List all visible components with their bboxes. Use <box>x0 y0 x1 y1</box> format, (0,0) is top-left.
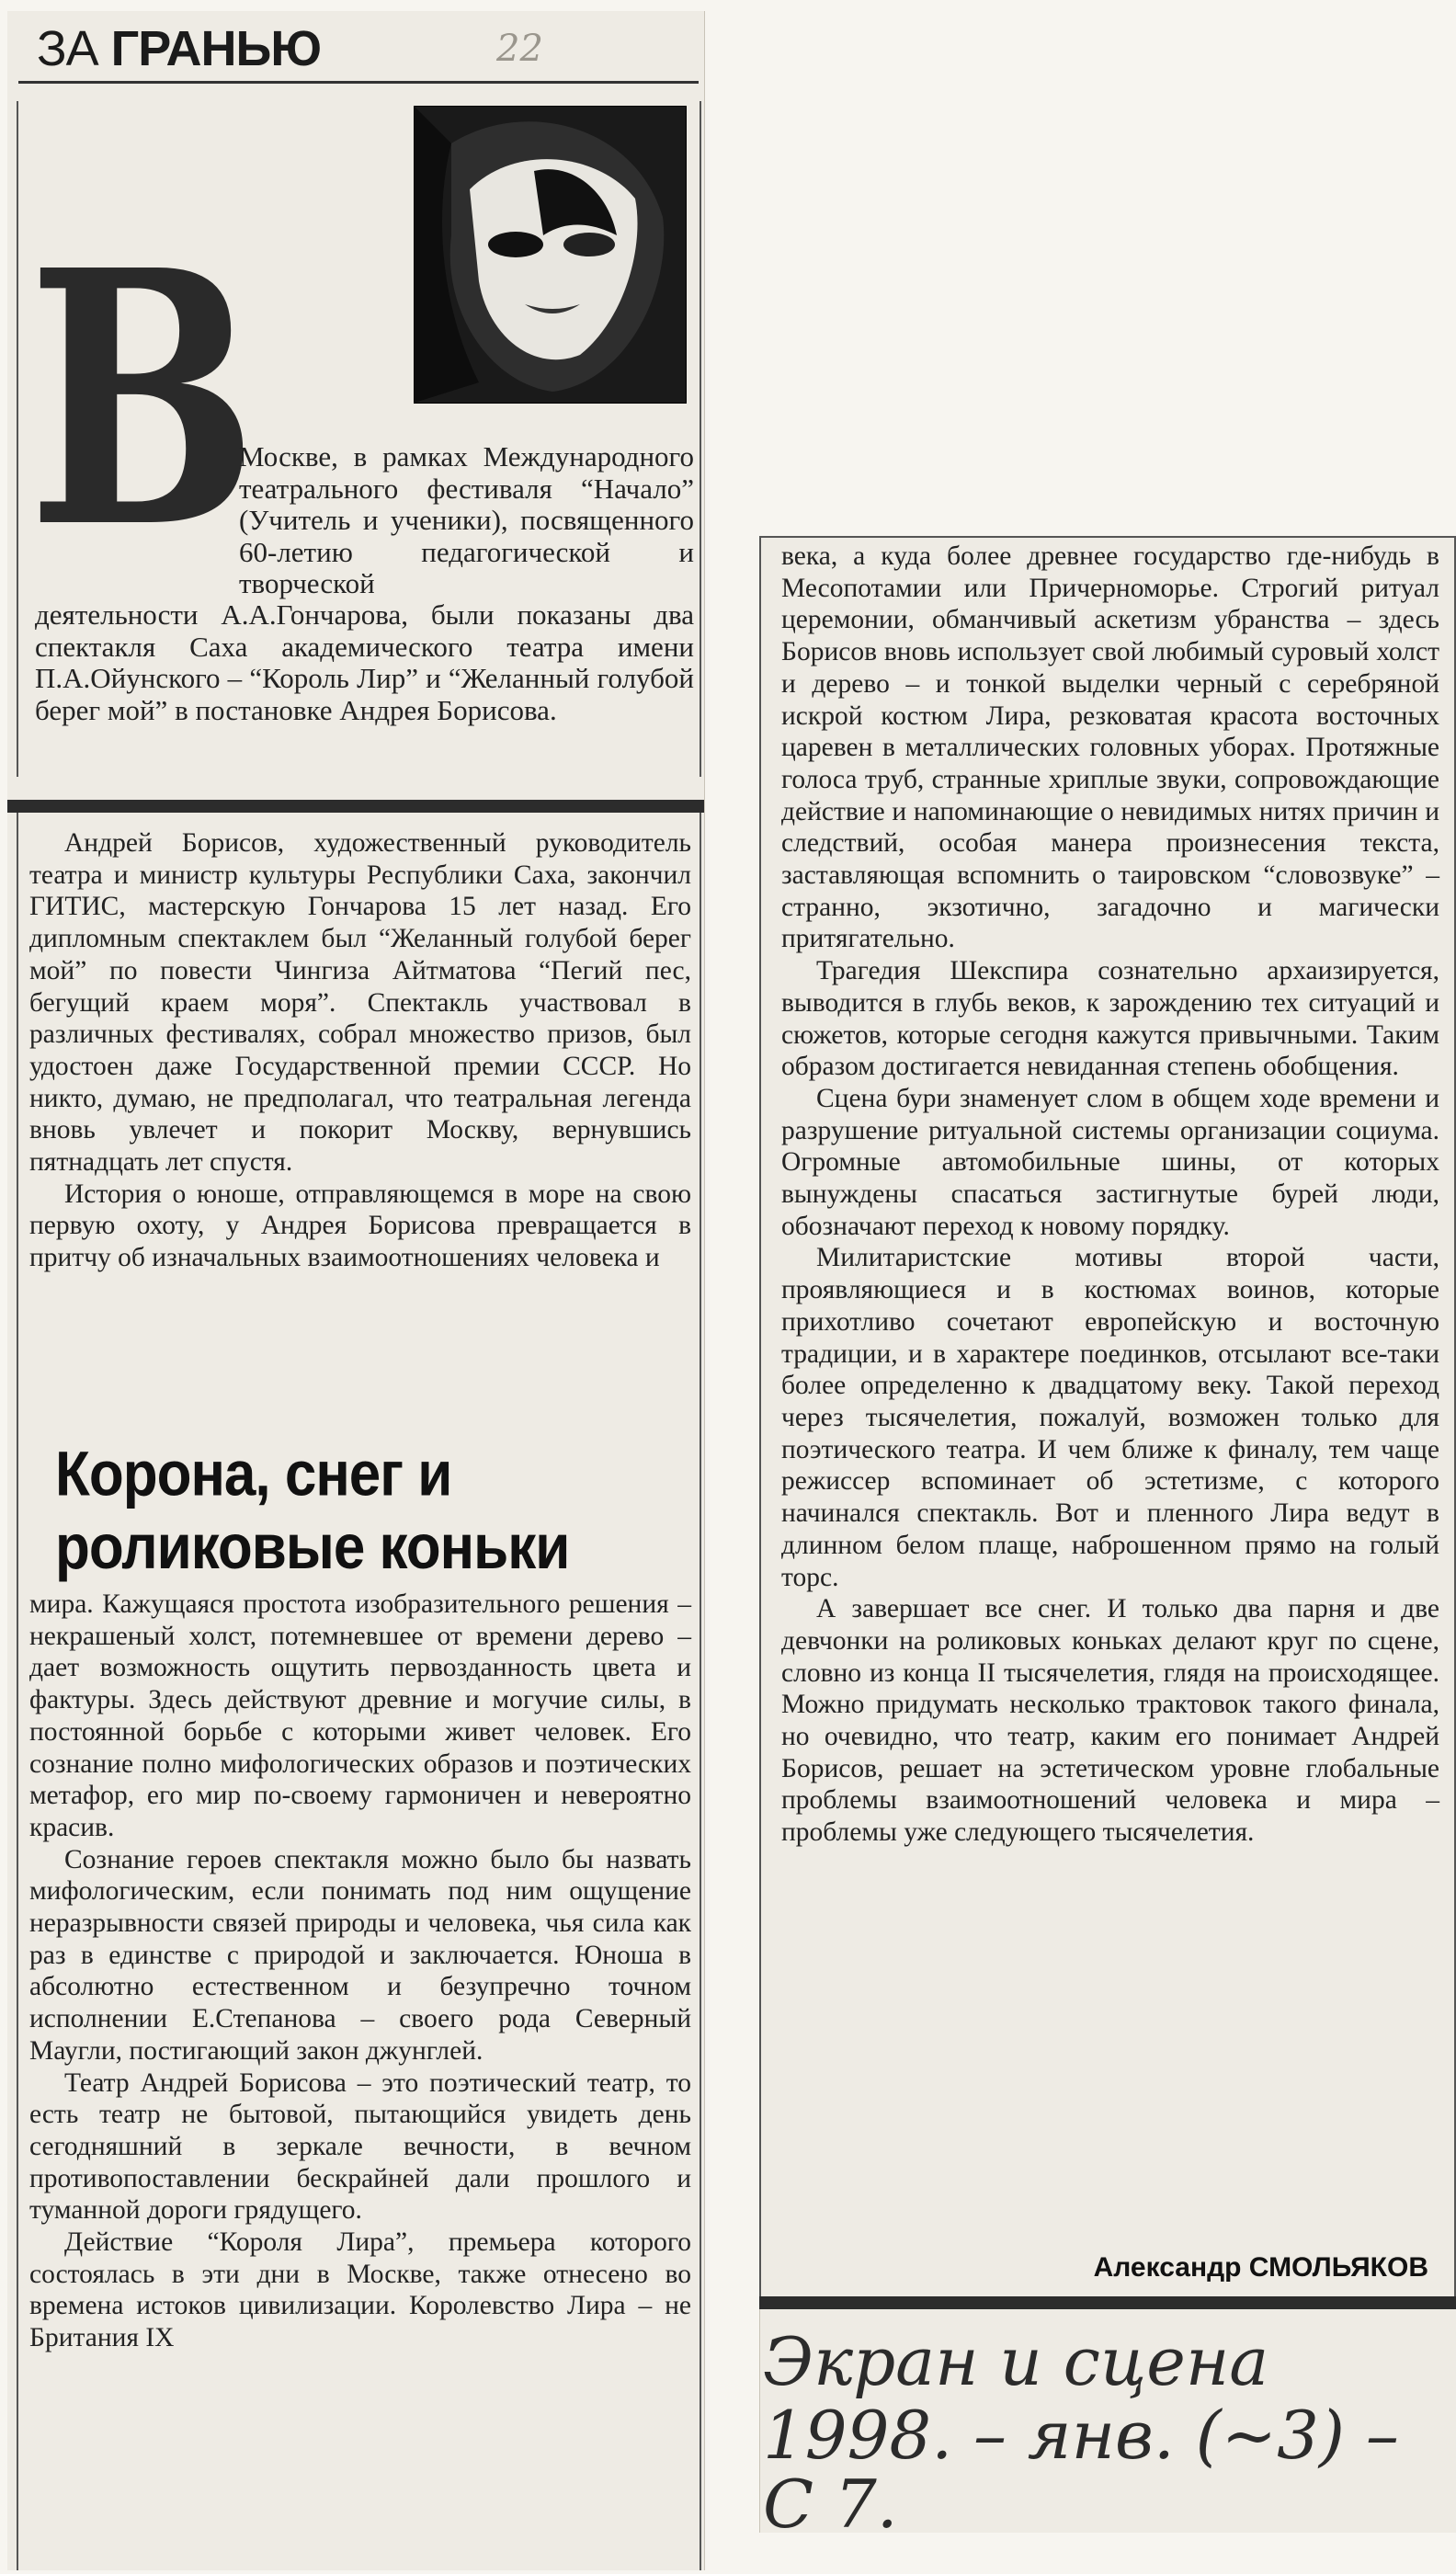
lead-paragraph-start <box>239 441 694 600</box>
theatre-mask-photo <box>414 106 687 404</box>
paragraph: А завершает все снег. И только два парня и две девчонки на роликовых коньках делают круг по сцене, словно из конца II тысячелетия, глядя на происходящее. Можно придумать несколько трактовок такого финала, но очевидно, что театр, каким его понимает Андрей Борисов, решает на эстетическом уровне глобальные проблемы взаимоотношений человека и мира – проблемы уже следующего тысячелетия. <box>781 1594 1439 1848</box>
paragraph: Театр Андрей Борисова – это поэтический театр, то есть театр не бытовой, пытающийся увидеть день сегодняшний в зеркале вечности, в вечном противопоставлении бескрайней дали прошлого и туманной дороги грядущего. <box>29 2067 691 2226</box>
lead-text-rest: деятельности А.А.Гончарова, были показаны два спектакля Саха академического театра имени П.А.Ойунского – “Король Лир” и “Желанный голубой берег мой” в постановке Андрея Борисова. <box>35 598 694 726</box>
lead-text-start: Москве, в рамках Международного театрального фестиваля “Начало” (Учитель и ученики), посвященного 60-летию педагогической и творческой <box>239 440 694 600</box>
paragraph: Милитаристские мотивы второй части, проявляющиеся и в костюмах воинов, которые прихотливо сочетают европейскую и восточную традиции, и в характере поединков, отсылают все-таки более определенно к двадцатому веку. Такой переход через тысячелетия, пожалуй, возможен только для поэтического театра. И чем ближе к финалу, тем чаще режиссер вспоминает об эстетизме, с которого начинался спектакль. Вот и пленного Лира ведут в длинном белом плаще, наброшенном прямо на голый торс. <box>781 1243 1439 1592</box>
section-rule-left <box>7 800 704 813</box>
column2-text <box>781 541 1439 1849</box>
paragraph: века, а куда более древнее государство где-нибудь в Месопотамии или Причерноморье. Строгий ритуал церемонии, обманчивый аскетизм убранства – здесь Борисов вновь использует свой любимый суровый холст и дерево – и тонкой выделки черный с серебряной искрой костюм Лира, резковатая красота восточных царевен в металлических головных уборах. Протяжные голоса труб, странные хриплые звуки, сопровождающие действие и напоминающие о невидимых нитях причин и следствий, особая манера произнесения текста, заставляющая вспомнить о таировском “словозвуке” – странно, экзотично, загадочно и магически притягательно. <box>781 541 1439 954</box>
paragraph: Сознание героев спектакля можно было бы назвать мифологическим, если понимать под ним ощущение неразрывности связей природы и человека, чья сила как раз в единстве с природой и заключается. Юноша в абсолютно естественном и безупречно точном исполнении Е.Степанова – своего рода Северный Маугли, постигающий закон джунглей. <box>29 1844 691 2066</box>
mask-face-icon <box>415 107 686 403</box>
author-byline: Александр СМОЛЬЯКОВ <box>1093 2252 1428 2283</box>
handwritten-source: Экран и сцена <box>763 2323 1269 2400</box>
lead-paragraph-rest <box>35 599 694 726</box>
rubric-word: ГРАНЬЮ <box>110 21 322 76</box>
headline-line: Корона, снег и <box>55 1440 452 1509</box>
rubric-underline <box>18 81 699 84</box>
section-rule-right <box>759 2296 1456 2309</box>
dropcap-letter: В <box>28 194 258 605</box>
paragraph: История о юноше, отправляющемся в море на свою первую охоту, у Андрея Борисова превращается в притчу об изначальных взаимоотношениях человека и <box>29 1179 691 1273</box>
article-headline <box>55 1439 680 1584</box>
column1-text-top <box>29 827 691 1274</box>
corner-pencil-note: 22 <box>496 28 543 70</box>
headline-line: роликовые коньки <box>55 1512 570 1583</box>
paragraph: Действие “Короля Лира”, премьера которого состоялась в эти дни в Москве, также отнесено во времена истоков цивилизации. Королевство Лира – не Британия IX <box>29 2227 691 2353</box>
handwritten-page: С 7. <box>763 2466 898 2543</box>
handwritten-date: 1998. – янв. (~3) – <box>763 2397 1399 2474</box>
paragraph: мира. Кажущаяся простота изобразительного решения – некрашеный холст, потемневшее от времени дерево – дает возможность ощутить первозданность цвета и фактуры. Здесь действуют древние и могучие силы, в постоянной борьбе с которыми живет человек. Его сознание полно мифологических образов и поэтических метафор, его мир по-своему гармоничен и невероятно красив. <box>29 1589 691 1842</box>
column1-text-bottom <box>29 1589 691 2354</box>
paragraph: Сцена бури знаменует слом в общем ходе времени и разрушение ритуальной системы организации социума. Огромные автомобильные шины, от которых вынуждены спасаться застигнутые бурей люди, обозначают переход к новому порядку. <box>781 1083 1439 1241</box>
paragraph: Трагедия Шекспира сознательно архаизируется, выводится в глубь веков, к зарождению тех ситуаций и сюжетов, которые сегодня кажутся привычными. Таким образом достигается невиданная степень обобщения. <box>781 956 1439 1082</box>
rubric-prefix: ЗА <box>37 21 98 76</box>
paragraph: Андрей Борисов, художественный руководитель театра и министр культуры Республики Саха, закончил ГИТИС, мастерскую Гончарова 15 лет назад. Его дипломным спектаклем был “Желанный голубой берег мой” по повести Чингиза Айтматова “Пегий пес, бегущий краем моря”. Спектакль участвовал в различных фестивалях, собрал множество призов, был удостоен даже Государственной премии СССР. Но никто, думаю, не предполагал, что театральная легенда вновь увлечет и покорит Москву, вернувшись пятнадцать лет спустя. <box>29 828 691 1178</box>
